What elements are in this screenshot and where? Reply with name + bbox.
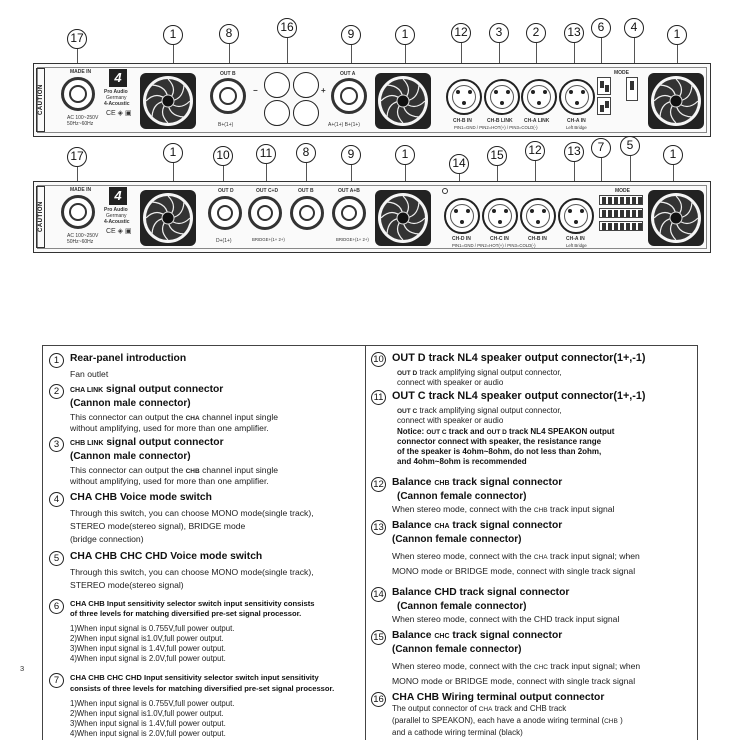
out-a-polarity: A+(1+) B+(1+)	[328, 122, 360, 128]
callout-13: 13	[564, 23, 584, 43]
entry-title: CHA CHB CHC CHD Voice mode switch	[70, 551, 263, 562]
description-table: 1 Rear-panel introduction Fan outlet 2 CHA LINK signal output connector (Cannon male connector) This connector can output the CHA channel input single without amplifying, used for more than one amplifier. 3 CHB LINK signal output connector (Cannon male connector) This connector can output the CHB channel input single without amplifying, used for more than one amplifier. 4 CHA CHB Voice mode switch Through this switch, you can choose MONO mode(single track), STEREO mode(stereo signal), BRIDGE mode (bridge connection) 5 CHA CHB CHC CHD Voice mode switch Through this switch, you can choose MONO mode(single track), STEREO mode(stereo signal) 6 CHA CHB Input sensitivity selector switch input sensitivity consists of three levels for matching diversified pre-set signal processor. 1)When input signal is 0.755V,full power output. 2)When input signal is1.0V,full power output. 3)When input signal is 1.4V,full power output. 4)When input signal is 2.0V,full power output. 7 CHA CHB CHC CHD Input sensitivity selector switch input sensitivity consists of three levels for matching diversified pre-set signal processor. 1)When input signal is 0.755V,full power output. 2)When input signal is1.0V,full power output. 3)When input signal is 1.4V,full power output. 4)When input signal is 2.0V,full power output. 10 OUT D track NL4 speaker output connector(1+,-1) OUT D track amplifying signal output connector, connect with speaker or audio 11 OUT C track NL4 speaker output connector(1+,-1) OUT C track amplifying signal output connector, connect with speaker or audio Notice: OUT C track and OUT D track NL4 SPEAKON output connector connect with speaker, the resistance range of the speaker is 4ohm~8ohm, do not less than 2ohm, and 4ohm~8ohm is recommended 12 Balance CHB track signal connector (Cannon female connector) When stereo mode, connect with the CHB track input signal 13 Balance CHA track signal connector (Cannon female connector) When stereo mode, connect with the CHA track input signal; when MONO mode or BRIDGE mode, connect with single track signal 14 Balance CHD track signal connector (Cannon female connector) When stereo mode, connect with the CHD track input signal 15 Balance CHC track signal connector (Cannon female connector) When stereo mode, connect with the CHC track input signal; when MONO mode or BRIDGE mode, connect with single track signal 16 CHA CHB Wiring terminal output connector The output connector of CHA track and CHB track (parallel to SPEAKON), each have a anode wiring terminal (CHB ) and a cathode wiring terminal (black)	[42, 345, 698, 740]
callout-15: 15	[487, 146, 507, 166]
callout-14: 14	[449, 154, 469, 174]
chc-in-xlr[interactable]	[482, 198, 518, 234]
brand-country: Germany	[106, 213, 127, 219]
sensitivity-switch-b[interactable]	[597, 97, 611, 115]
entry-title: CHA CHB Voice mode switch	[70, 492, 212, 503]
ac-frequency-label: 50Hz~60Hz	[67, 239, 94, 245]
fan-outlet	[374, 189, 432, 247]
out-b-label: OUT B	[220, 71, 236, 77]
ac-frequency-label: 50Hz~60Hz	[67, 121, 94, 127]
power-inlet[interactable]	[61, 195, 95, 229]
mode-switch-bank[interactable]	[599, 208, 643, 218]
brand-label: Pro Audio	[104, 89, 128, 95]
fan-outlet	[647, 72, 705, 130]
callout-8: 8	[219, 24, 239, 44]
made-in-label: MADE IN	[70, 187, 92, 193]
chb-in-xlr[interactable]	[520, 198, 556, 234]
sensitivity-switch-a[interactable]	[597, 77, 611, 95]
out-d-speakon[interactable]	[208, 196, 242, 230]
brand-label: Pro Audio	[104, 207, 128, 213]
callout-10: 10	[213, 146, 233, 166]
entry-title: CHA LINK signal output connector	[70, 384, 224, 395]
callout-1: 1	[663, 145, 683, 165]
caution-label: CAUTION	[36, 186, 45, 248]
callout-12: 12	[525, 141, 545, 161]
out-cd-label: OUT C+D	[256, 188, 279, 194]
rear-panel-4ch	[33, 181, 711, 253]
callout-1: 1	[395, 145, 415, 165]
callout-3: 3	[489, 23, 509, 43]
mode-switch[interactable]	[626, 77, 638, 101]
out-c-speakon[interactable]	[248, 196, 282, 230]
brand-logo: 4	[109, 69, 127, 87]
entry-title: CHA CHB Wiring terminal output connector	[392, 692, 605, 703]
callout-7: 7	[591, 138, 611, 158]
callout-2: 2	[526, 23, 546, 43]
chb-in-xlr[interactable]	[446, 79, 482, 115]
model-label: 4-Acoustic	[104, 101, 130, 107]
callout-6: 6	[591, 18, 611, 38]
cha-link-xlr[interactable]	[521, 79, 557, 115]
xlr-pin-caption: PIN1=GND / PIN2=HOT(+) / PIN3=COLD(-)	[452, 243, 536, 248]
callout-1: 1	[667, 25, 687, 45]
chb-link-label: CH-B LINK	[487, 118, 513, 124]
certification-icons: CE ◈ ▣	[106, 110, 132, 117]
callout-1: 1	[395, 25, 415, 45]
callout-17: 17	[67, 147, 87, 167]
entry-title: Rear-panel introduction	[70, 353, 187, 364]
fan-outlet	[374, 72, 432, 130]
chb-in-label: CH-B IN	[453, 118, 472, 124]
out-d-polarity: D+(1+)	[216, 238, 232, 244]
chb-link-xlr[interactable]	[484, 79, 520, 115]
power-inlet[interactable]	[61, 77, 95, 111]
callout-1: 1	[163, 25, 183, 45]
chd-in-xlr[interactable]	[444, 198, 480, 234]
entry-title: Balance CHA track signal connector	[392, 520, 563, 531]
chb-in-label: CH-B IN	[528, 236, 547, 242]
out-b-polarity: B+(1+)	[218, 122, 234, 128]
out-b-label: OUT B	[298, 188, 314, 194]
callout-8: 8	[296, 143, 316, 163]
indicator-dot	[442, 188, 448, 194]
mode-label: MODE	[614, 70, 629, 76]
out-d-label: OUT D	[218, 188, 234, 194]
terminal-a-minus[interactable]	[293, 100, 319, 126]
ac-voltage-label: AC 100~250V	[67, 233, 99, 239]
callout-17: 17	[67, 29, 87, 49]
entry-title: Balance CHC track signal connector	[392, 630, 563, 641]
entry-title: OUT C track NL4 speaker output connector(1+,-1)	[392, 390, 646, 402]
caution-label: CAUTION	[36, 68, 45, 132]
bridge-cd-label: BRIDGE+(1+ 2+)	[252, 237, 285, 242]
callout-12: 12	[451, 23, 471, 43]
callout-5: 5	[620, 136, 640, 156]
brand-country: Germany	[106, 95, 127, 101]
entry-title: Balance CHD track signal connector	[392, 587, 570, 598]
callout-11: 11	[256, 144, 276, 164]
terminal-a-plus[interactable]	[293, 72, 319, 98]
fan-outlet	[139, 72, 197, 130]
fan-outlet	[647, 189, 705, 247]
cha-in-xlr[interactable]	[558, 198, 594, 234]
cha-link-label: CH-A LINK	[524, 118, 550, 124]
chd-in-label: CH-D IN	[452, 236, 471, 242]
entry-title: Balance CHB track signal connector	[392, 477, 563, 488]
cha-in-label: CH-A IN	[567, 118, 586, 124]
cha-in-label: CH-A IN	[566, 236, 585, 242]
terminal-b-plus[interactable]	[264, 72, 290, 98]
out-a-speakon[interactable]	[332, 196, 366, 230]
fan-outlet	[139, 189, 197, 247]
callout-9: 9	[341, 25, 361, 45]
entry-title: OUT D track NL4 speaker output connector(1+,-1)	[392, 352, 646, 364]
rear-panel-2ch: CAUTION MADE IN AC 100~250V 50Hz~60Hz 4 Pro Audio Germany 4-Acoustic CE ◈ ▣ OUT B B+(1+) − + OUT A A+(1+) B+(1+) CH-B IN CH-B LINK CH-A LINK CH-A IN PIN1=GND / PIN2=HOT(+) / PIN3=COLD(-) Left Bridge MODE	[33, 63, 711, 137]
page-number: 3	[20, 664, 25, 673]
terminal-b-minus[interactable]	[264, 100, 290, 126]
out-a-speakon[interactable]	[331, 78, 367, 114]
bridge-note: Left Bridge	[566, 125, 587, 130]
made-in-label: MADE IN	[70, 69, 92, 75]
model-label: 4-Acoustic	[104, 219, 130, 225]
xlr-pin-caption: PIN1=GND / PIN2=HOT(+) / PIN3=COLD(-)	[454, 125, 538, 130]
callout-16: 16	[277, 18, 297, 38]
out-b-speakon[interactable]	[290, 196, 324, 230]
out-a-label: OUT A	[340, 71, 356, 77]
entry-title: CHA CHB CHC CHD Input sensitivity selector switch input sensitivity	[70, 673, 319, 682]
certification-icons: CE ◈ ▣	[106, 228, 132, 235]
channel-switch-bank[interactable]	[599, 221, 643, 231]
bridge-ab-label: BRIDGE+(1+ 2+)	[336, 237, 369, 242]
callout-1: 1	[163, 143, 183, 163]
ac-voltage-label: AC 100~250V	[67, 115, 99, 121]
callout-13: 13	[564, 142, 584, 162]
bridge-note: Left Bridge	[566, 243, 587, 248]
out-b-speakon[interactable]	[210, 78, 246, 114]
entry-title: CHB LINK signal output connector	[70, 437, 224, 448]
cha-in-xlr[interactable]	[559, 79, 595, 115]
brand-logo: 4	[109, 187, 127, 205]
callout-4: 4	[624, 18, 644, 38]
mode-label: MODE	[615, 188, 630, 194]
callout-9: 9	[341, 145, 361, 165]
entry-title: CHA CHB Input sensitivity selector switch input sensitivity consists	[70, 599, 315, 608]
chc-in-label: CH-C IN	[490, 236, 509, 242]
out-ab-label: OUT A+B	[338, 188, 360, 194]
sensitivity-switch-bank[interactable]	[599, 195, 643, 205]
